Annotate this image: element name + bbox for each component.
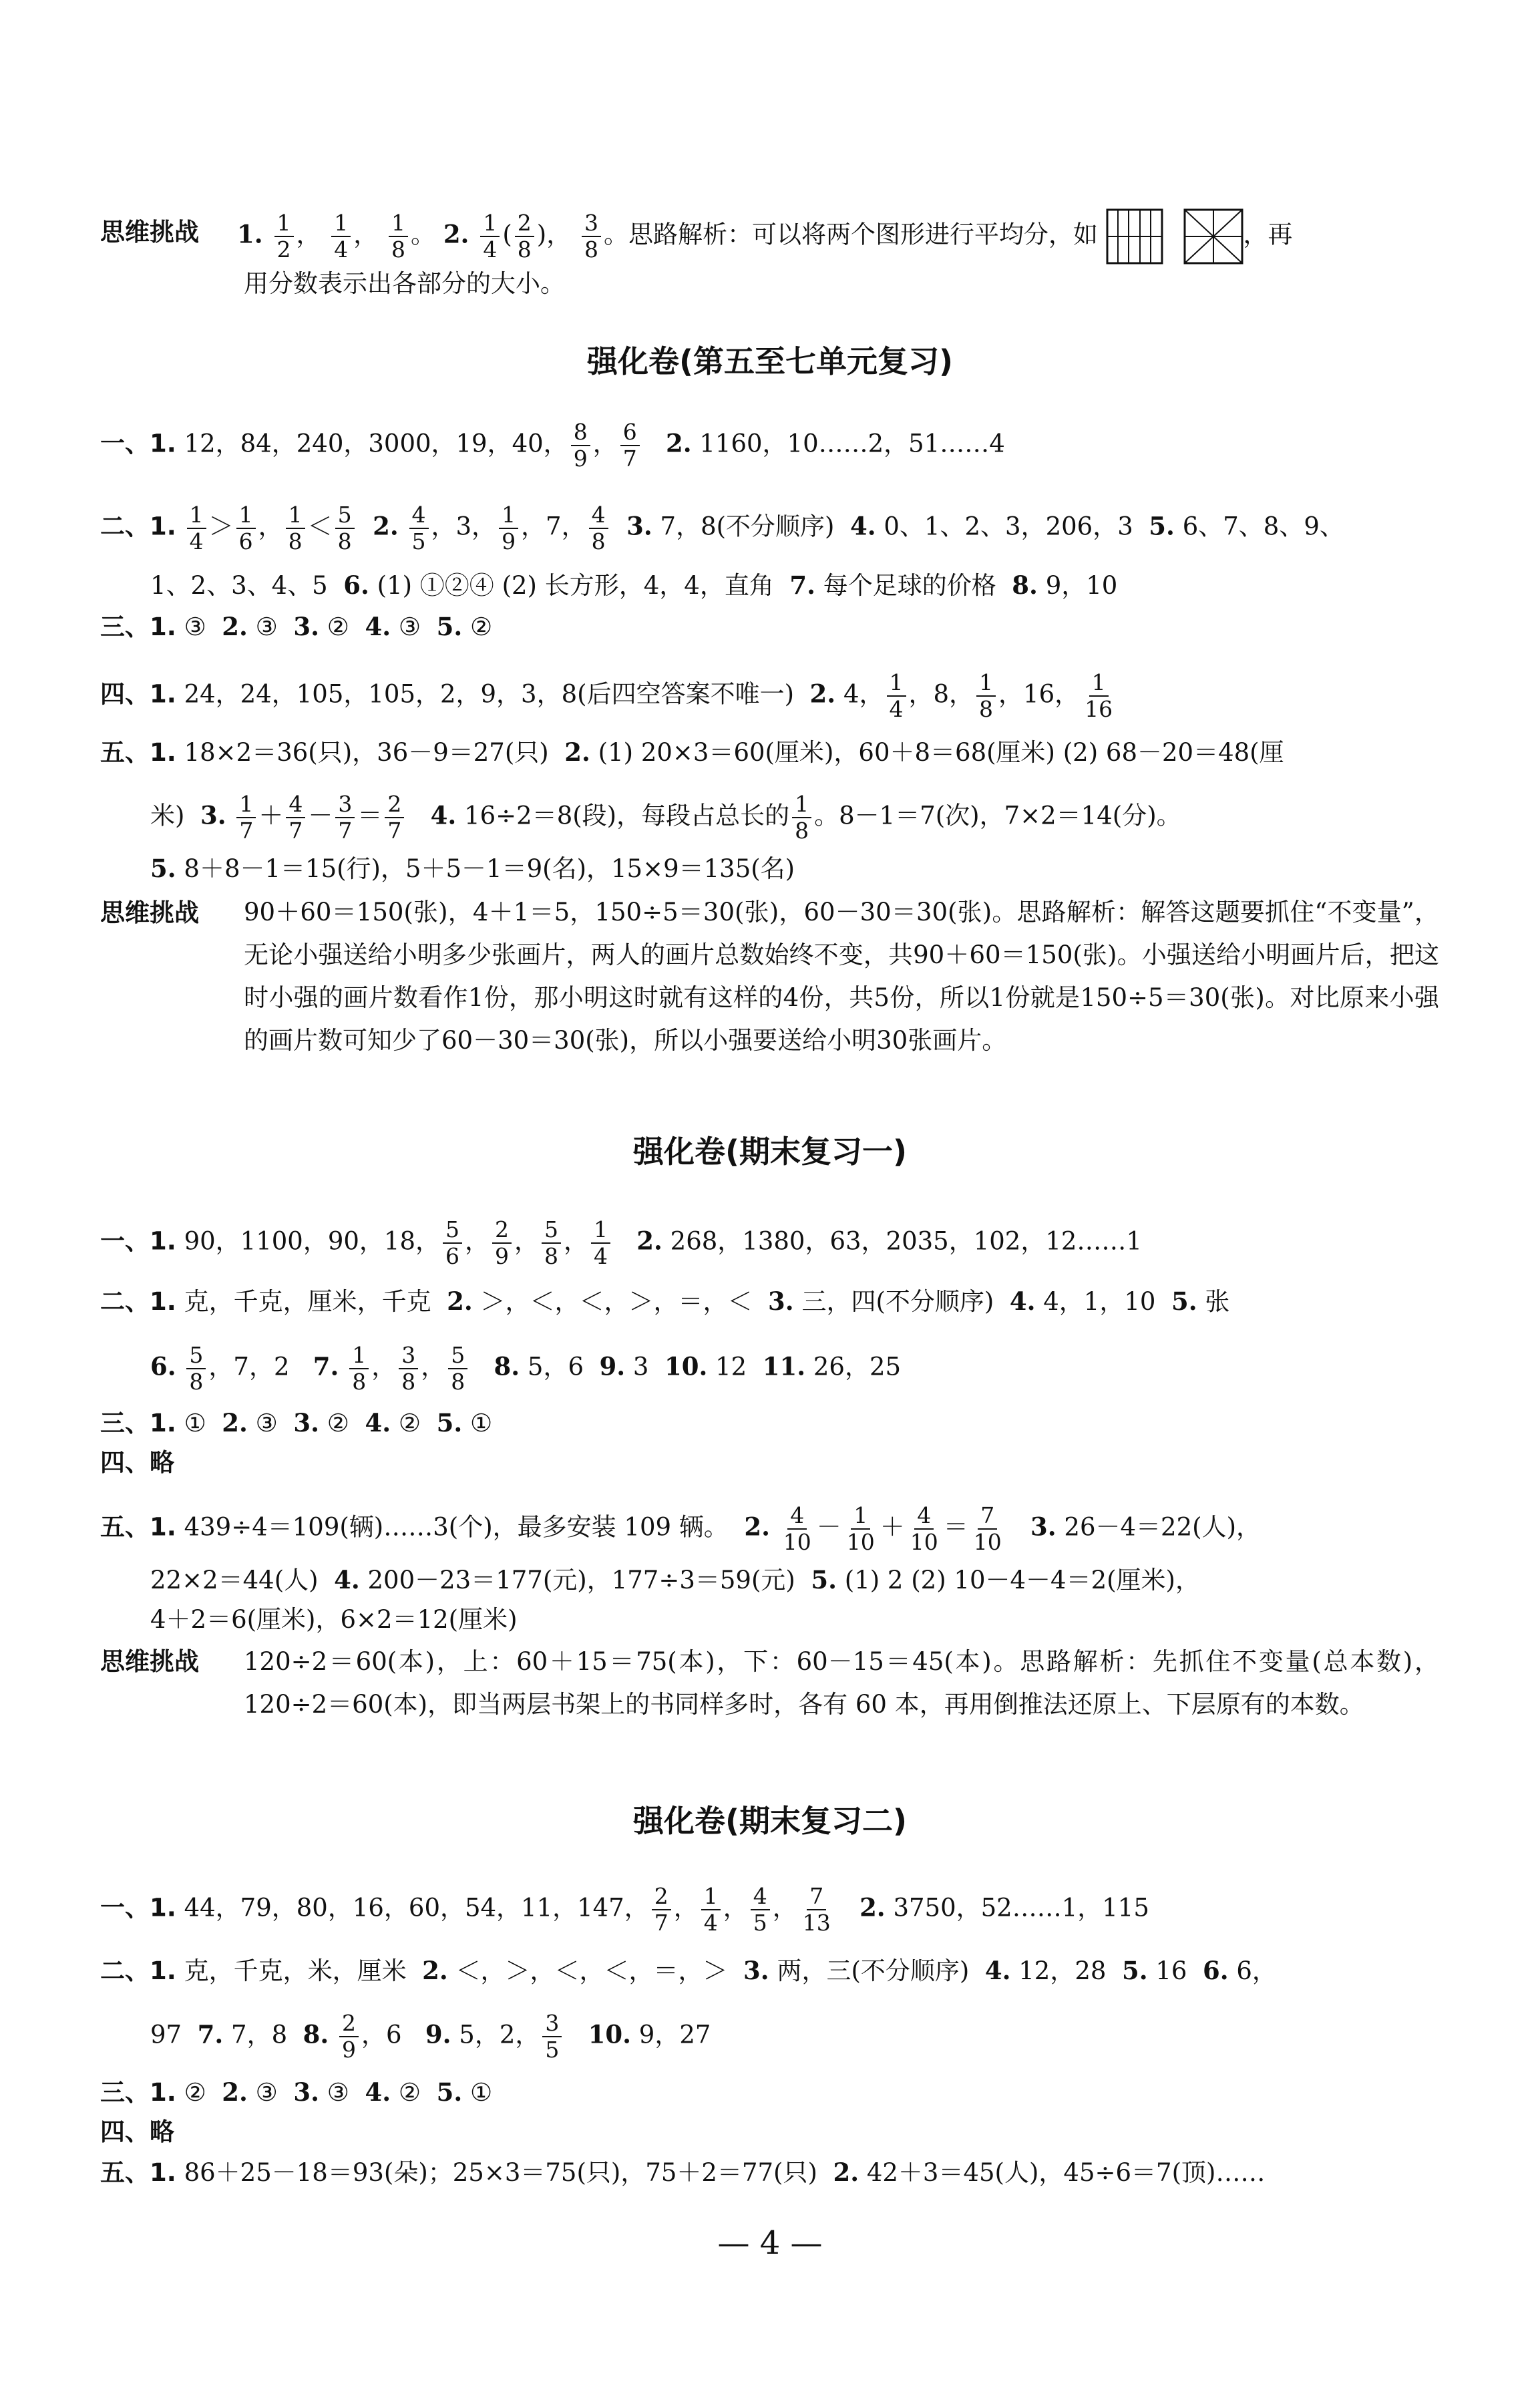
fraction: $\frac{1}{8}$ xyxy=(286,502,305,554)
fraction: $\frac{3}{8}$ xyxy=(582,210,601,263)
s1-q4: 四、1. 24，24，105，105，2，9，3，8(后四空答案不唯一) 2. 4， $\frac{1}{4}$ ，8， $\frac{1}{8}$ ，16， $\frac{1}{16}$ xyxy=(100,670,1440,722)
s3-q1: 一、1. 44，79，80，16，60，54，11，147， $\frac{2}{7}$ ， $\frac{1}{4}$ ， $\frac{4}{5}$ ， $\frac{7}{13}$ 2. 3750，52……1，115 xyxy=(100,1883,1149,1936)
fraction: $\frac{4}{5}$ xyxy=(409,502,429,554)
top-line-1: 1. $\frac{1}{2}$ ， $\frac{1}{4}$ ， $\frac{1}{8}$ 。 2. $\frac{1}{4}$ ( $\frac{2}{8}$ )， $\frac{3}{8}$ 。思路解析：可以将两个图形进行平均分，如 ，再 xyxy=(237,208,1440,265)
think-tag-2: 思维挑战 xyxy=(100,1647,199,1676)
fraction: $\frac{1}{4}$ xyxy=(331,210,351,263)
s2-q2a: 二、1. 克，千克，厘米，千克 2. ＞，＜，＜，＞，＝，＜ 3. 三，四(不分顺序) 4. 4，1，10 5. 张 xyxy=(100,1287,1230,1316)
s1-q5a: 五、1. 18×2＝36(只)，36－9＝27(只) 2. (1) 20×3＝60(厘米)，60＋8＝68(厘米) (2) 68－20＝48(厘 xyxy=(100,737,1284,767)
fraction: $\frac{4}{5}$ xyxy=(751,1884,770,1936)
s3-q4: 四、略 xyxy=(100,2117,174,2146)
s3-q2a: 二、1. 克，千克，米，厘米 2. ＜，＞，＜，＜，＝，＞ 3. 两，三(不分顺序) 4. 12，28 5. 16 6. 6， xyxy=(100,1956,1277,1985)
s2-q3: 三、1. ① 2. ③ 3. ② 4. ② 5. ① xyxy=(100,1408,493,1437)
s3-q2b: 97 7. 7，8 8. $\frac{2}{9}$ ，6 9. 5，2， $\frac{3}{5}$ 10. 9，27 xyxy=(150,2010,711,2063)
fraction: $\frac{5}{8}$ xyxy=(542,1217,561,1269)
qnum: 1. xyxy=(237,219,272,249)
s1-q2b: 1、2、3、4、5 6. (1) ①②④ (2) 长方形，4，4，直角 7. 每个足球的价格 8. 9，10 xyxy=(150,570,1118,600)
fraction: $\frac{1}{4}$ xyxy=(591,1217,610,1269)
fraction: $\frac{1}{6}$ xyxy=(236,502,256,554)
section-title-1: 强化卷(第五至七单元复习) xyxy=(586,343,954,379)
page-number: — 4 — xyxy=(717,2224,823,2262)
fraction: $\frac{1}{4}$ xyxy=(480,210,500,263)
fraction: $\frac{4}{7}$ xyxy=(286,792,305,844)
s1-q5b: 米) 3. $\frac{1}{7}$ ＋ $\frac{4}{7}$ － $\frac{3}{7}$ ＝ $\frac{2}{7}$ 4. 16÷2＝8(段)，每段占总长的 $\frac{1}{8}$ 。8－1＝7(次)，7×2＝14(分)。 xyxy=(150,791,1181,844)
fraction: $\frac{1}{8}$ xyxy=(792,792,811,844)
think-tag-top: 思维挑战 xyxy=(100,218,199,246)
s3-q3: 三、1. ② 2. ③ 3. ③ 4. ② 5. ① xyxy=(100,2077,493,2107)
star-figure-icon xyxy=(1183,208,1243,265)
top-text: 。思路解析：可以将两个图形进行平均分，如 xyxy=(603,220,1098,249)
fraction: $\frac{1}{8}$ xyxy=(389,210,408,263)
top-text-2: ，再 xyxy=(1243,220,1293,249)
fraction: $\frac{3}{7}$ xyxy=(335,792,355,844)
fraction: $\frac{1}{10}$ xyxy=(846,1502,875,1555)
section-title-3: 强化卷(期末复习二) xyxy=(632,1803,908,1839)
fraction: $\frac{8}{9}$ xyxy=(571,419,590,472)
s1-think-text: 90＋60＝150(张)，4＋1＝5，150÷5＝30(张)，60－30＝30(张)。思路解析：解答这题要抓住“不变量”，无论小强送给小明多少张画片，两人的画片总数始终不变，共90＋60＝150(张)。小强送给小明画片后，把这时小强的画片数看作1份，那小明这时就有这样的4份，共5份，所以1份就是150÷5＝30(张)。对比原来小强的画片数可知少了60－30＝30(张)，所以小强要送给小明30张画片。 xyxy=(244,898,1439,1055)
fraction: $\frac{1}{2}$ xyxy=(274,210,294,263)
s2-q5b: 22×2＝44(人) 4. 200－23＝177(元)，177÷3＝59(元) 5. (1) 2 (2) 10－4－4＝2(厘米)， xyxy=(150,1565,1200,1594)
s2-q4: 四、略 xyxy=(100,1448,174,1477)
fraction: $\frac{4}{10}$ xyxy=(783,1502,811,1555)
fraction: $\frac{5}{8}$ xyxy=(448,1343,467,1395)
s1-q1: 一、1. 12，84，240，3000，19，40， $\frac{8}{9}$ ， $\frac{6}{7}$ 2. 1160，10……2，51……4 xyxy=(100,419,1005,472)
section-title-2: 强化卷(期末复习一) xyxy=(632,1134,908,1170)
fraction: $\frac{7}{10}$ xyxy=(973,1502,1002,1555)
s2-q5c: 4＋2＝6(厘米)，6×2＝12(厘米) xyxy=(150,1605,518,1634)
fraction: $\frac{2}{9}$ xyxy=(339,2011,359,2063)
fraction: $\frac{2}{7}$ xyxy=(385,792,404,844)
fraction: $\frac{1}{7}$ xyxy=(236,792,256,844)
qnum: 2. xyxy=(443,219,478,249)
fraction: $\frac{3}{5}$ xyxy=(542,2011,562,2063)
fraction: $\frac{5}{8}$ xyxy=(335,502,355,554)
fraction: $\frac{2}{9}$ xyxy=(492,1217,512,1269)
grid-figure-icon xyxy=(1106,208,1163,265)
s2-q1: 一、1. 90，1100，90，18， $\frac{5}{6}$ ， $\frac{2}{9}$ ， $\frac{5}{8}$ ， $\frac{1}{4}$ 2. 268，1380，63，2035，102，12……1 xyxy=(100,1216,1142,1269)
fraction: $\frac{7}{13}$ xyxy=(802,1883,831,1936)
s3-q5: 五、1. 86＋25－18＝93(朵)；25×3＝75(只)，75＋2＝77(只) 2. 42＋3＝45(人)，45÷6＝7(顶)…… xyxy=(100,2158,1266,2187)
think-tag-1: 思维挑战 xyxy=(100,898,199,927)
fraction: $\frac{5}{6}$ xyxy=(443,1217,462,1269)
s1-q3: 三、1. ③ 2. ③ 3. ② 4. ③ 5. ② xyxy=(100,612,493,641)
fraction: $\frac{2}{7}$ xyxy=(652,1884,671,1936)
fraction: $\frac{1}{16}$ xyxy=(1085,669,1113,722)
fraction: $\frac{3}{8}$ xyxy=(399,1343,418,1395)
fraction: $\frac{1}{8}$ xyxy=(976,670,996,722)
fraction: $\frac{4}{8}$ xyxy=(589,502,608,554)
fraction: $\frac{6}{7}$ xyxy=(620,419,640,472)
fraction: $\frac{4}{10}$ xyxy=(910,1502,938,1555)
fraction: $\frac{1}{4}$ xyxy=(187,502,206,554)
top-line-2: 用分数表示出各部分的大小。 xyxy=(244,269,565,298)
fraction: $\frac{2}{8}$ xyxy=(515,210,534,263)
s1-q5c: 5. 8＋8－1＝15(行)，5＋5－1＝9(名)，15×9＝135(名) xyxy=(150,854,795,883)
s2-think-text: 120÷2＝60(本)，上：60＋15＝75(本)，下：60－15＝45(本)。思路解析：先抓住不变量(总本数)，120÷2＝60(本)，即当两层书架上的书同样多时，各有 60 本，再用倒推法还原上、下层原有的本数。 xyxy=(244,1647,1439,1719)
s2-q5a: 五、1. 439÷4＝109(辆)……3(个)，最多安装 109 辆。 2. $\frac{4}{10}$ － $\frac{1}{10}$ ＋ $\frac{4}{10}$ ＝ $\frac{7}{10}$ 3. 26－4＝22(人)， xyxy=(100,1502,1262,1555)
fraction: $\frac{5}{8}$ xyxy=(186,1343,206,1395)
fraction: $\frac{1}{8}$ xyxy=(349,1343,369,1395)
s1-q2a: 二、1. $\frac{1}{4}$ ＞ $\frac{1}{6}$ ， $\frac{1}{8}$ ＜ $\frac{5}{8}$ 2. $\frac{4}{5}$ ，3， $\frac{1}{9}$ ，7， $\frac{4}{8}$ 3. 7，8(不分顺序) 4. 0、1、2、3，206，3 5. 6、7、8、9、 xyxy=(100,502,1344,554)
s2-q2b: 6. $\frac{5}{8}$ ，7，2 7. $\frac{1}{8}$ ， $\frac{3}{8}$ ， $\frac{5}{8}$ 8. 5，6 9. 3 10. 12 11. 26，25 xyxy=(150,1342,902,1395)
fraction: $\frac{1}{4}$ xyxy=(887,670,906,722)
fraction: $\frac{1}{4}$ xyxy=(701,1884,721,1936)
fraction: $\frac{1}{9}$ xyxy=(499,502,518,554)
